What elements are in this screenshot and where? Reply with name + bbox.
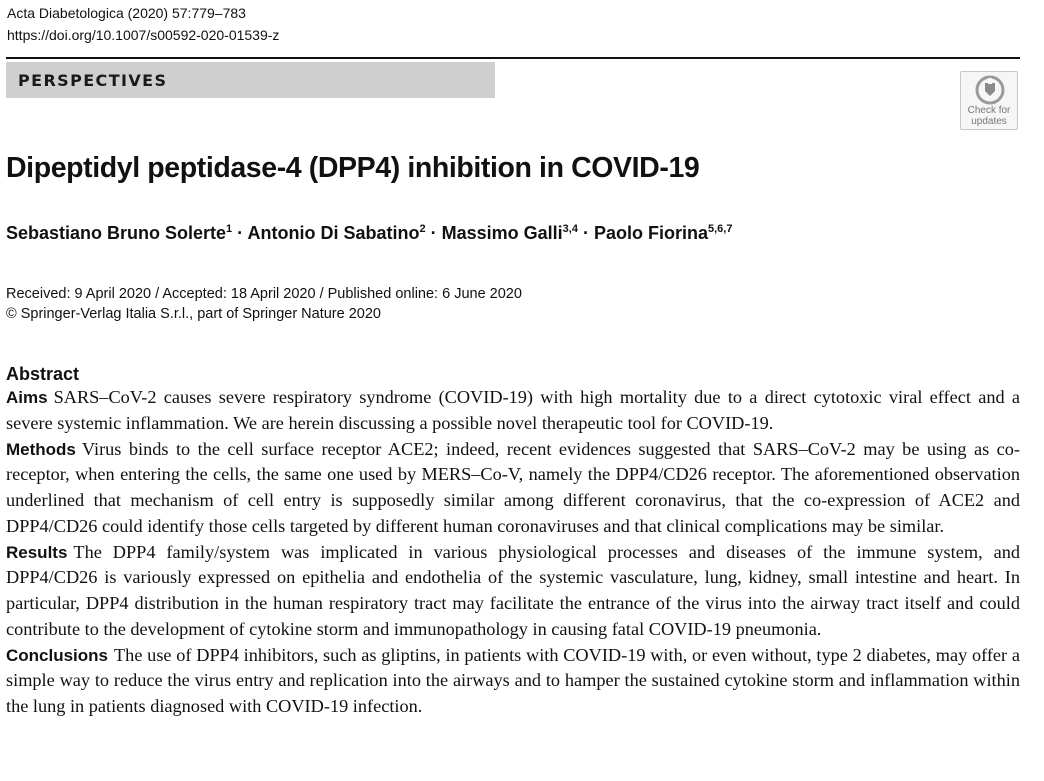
copyright-notice: © Springer-Verlag Italia S.r.l., part of Springer Nature 2020 <box>6 306 381 322</box>
author-list <box>6 222 732 247</box>
section-label: PERSPECTIVES <box>18 71 168 90</box>
article-title: Dipeptidyl peptidase-4 (DPP4) inhibition in COVID-19 <box>6 152 700 184</box>
author-separator: · <box>425 223 442 243</box>
check-for-updates-badge[interactable] <box>960 71 1018 130</box>
abstract-methods <box>6 437 1020 540</box>
badge-line-1: Check for <box>967 105 1011 116</box>
abstract-heading: Abstract <box>6 364 80 384</box>
author-name[interactable]: Antonio Di Sabatino <box>247 223 420 243</box>
abstract-results <box>6 540 1020 643</box>
header-rule <box>6 57 1020 59</box>
author-name[interactable]: Sebastiano Bruno Solerte <box>6 223 227 243</box>
author-name[interactable]: Paolo Fiorina <box>593 223 708 243</box>
abstract-text: The DPP4 family/system was implicated in various physiological processes and diseases of the immune system, and DPP4/CD26 is variously expressed on epithelia and endothelia of the systemic vasculature, lung, kidney, small intestine and heart. In particular, DPP4 distribution in the human respiratory tract may facilitate the entrance of the virus into the airway tract itself and could contribute to the development of cytokine storm and immunopathology in causing fatal COVID-19 pneumonia. <box>6 541 1020 639</box>
journal-citation: Acta Diabetologica (2020) 57:779–783 <box>7 5 246 21</box>
abstract-text: SARS–CoV-2 causes severe respiratory syndrome (COVID-19) with high mortality due to a direct cytotoxic viral effect and a severe systemic inflammation. We are herein discussing a possible novel therapeutic tool for COVID-19. <box>6 387 1020 433</box>
author-affiliation: 2 <box>419 223 426 235</box>
author-affiliation: 3,4 <box>562 223 578 235</box>
author-separator: · <box>577 223 594 243</box>
author-name[interactable]: Massimo Galli <box>441 223 563 243</box>
abstract-text: Virus binds to the cell surface receptor ACE2; indeed, recent evidences suggested that SARS–CoV-2 may be using as co-receptor, when entering the cells, the same one used by MERS–Co-V, namely the DPP4/CD26 receptor. The aforementioned observation underlined that mechanism of cell entry is supposedly similar among different coronavirus, that the co-expression of ACE2 and DPP4/CD26 could identify those cells targeted by different human coronaviruses and that clinical complications may be similar. <box>6 438 1020 536</box>
abstract-aims <box>6 385 1020 437</box>
abstract-label: Results <box>6 542 68 562</box>
abstract-label: Aims <box>6 388 48 407</box>
author-affiliation: 1 <box>226 223 233 235</box>
publication-dates: Received: 9 April 2020 / Accepted: 18 April 2020 / Published online: 6 June 2020 <box>6 286 522 302</box>
check-for-updates-icon <box>975 75 1005 105</box>
section-banner <box>6 62 495 98</box>
author-affiliation: 5,6,7 <box>707 223 733 235</box>
abstract-conclusions <box>6 643 1020 720</box>
abstract-text: The use of DPP4 inhibitors, such as gliptins, in patients with COVID-19 with, or even without, type 2 diabetes, may offer a simple way to reduce the virus entry and replication into the airways and to hamper the sustained cytokine storm and inflammation within the lung in patients diagnosed with COVID-19 infection. <box>6 644 1020 716</box>
abstract-label: Methods <box>6 439 76 459</box>
badge-line-2: updates <box>971 116 1007 127</box>
abstract-label: Conclusions <box>6 645 109 665</box>
abstract-body <box>6 385 1020 720</box>
author-separator: · <box>232 223 248 243</box>
doi-link[interactable]: https://doi.org/10.1007/s00592-020-01539-z <box>7 27 280 43</box>
